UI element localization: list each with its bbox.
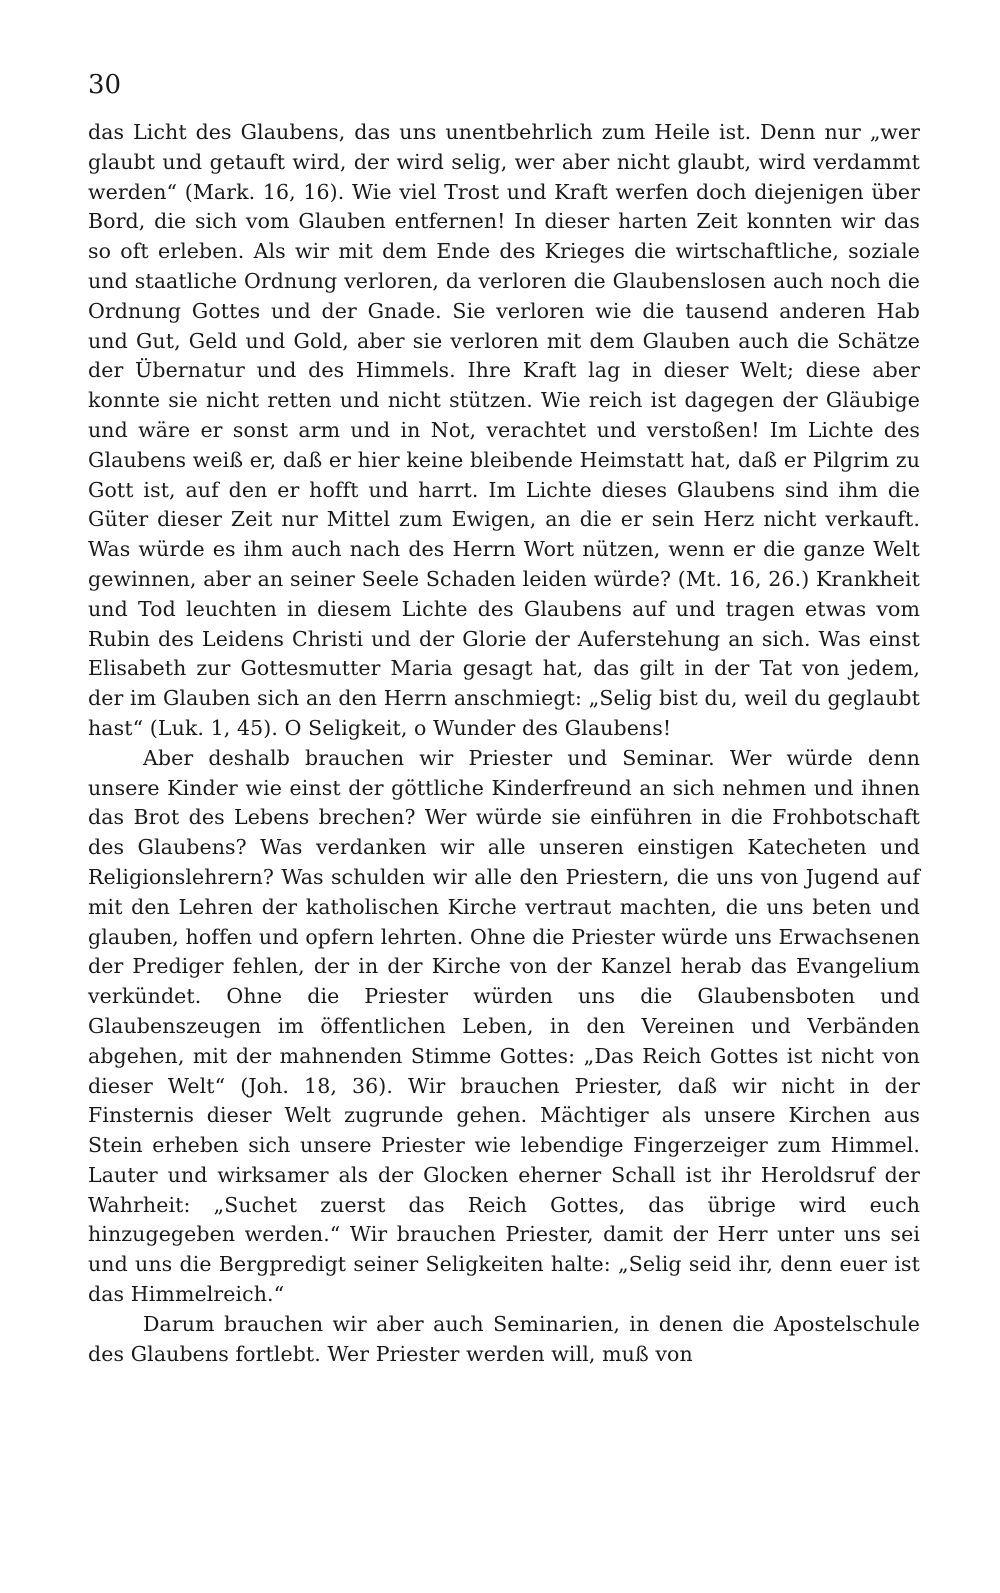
body-text xyxy=(88,118,920,1369)
paragraph-priests-seminary: Aber deshalb brauchen wir Priester und Seminar. Wer würde denn unsere Kinder wie einst der göttliche Kinderfreund an sich nehmen und ihnen das Brot des Lebens brechen? Wer würde sie einführen in die Frohbotschaft des Glaubens? Was verdanken wir alle unseren einstigen Katecheten und Religionslehrern? Was schulden wir alle den Priestern, die uns von Jugend auf mit den Lehren der katholischen Kirche vertraut machten, die uns beten und glauben, hoffen und opfern lehrten. Ohne die Priester würde uns Erwachsenen der Prediger fehlen, der in der Kirche von der Kanzel herab das Evangelium verkündet. Ohne die Priester würden uns die Glaubensboten und Glaubenszeugen im öffentlichen Leben, in den Vereinen und Verbänden abgehen, mit der mahnenden Stimme Gottes: „Das Reich Gottes ist nicht von dieser Welt“ (Joh. 18, 36). Wir brauchen Priester, daß wir nicht in der Finsternis dieser Welt zugrunde gehen. Mächtiger als unsere Kirchen aus Stein erheben sich unsere Priester wie lebendige Fingerzeiger zum Himmel. Lauter und wirksamer als der Glocken eherner Schall ist ihr Heroldsruf der Wahrheit: „Suchet zuerst das Reich Gottes, das übrige wird euch hinzugegeben werden.“ Wir brauchen Priester, damit der Herr unter uns sei und uns die Bergpredigt seiner Seligkeiten halte: „Selig seid ihr, denn euer ist das Himmelreich.“ xyxy=(88,745,920,1307)
paragraph-seminaries: Darum brauchen wir aber auch Seminarien, in denen die Apostelschule des Glaubens fortlebt. Wer Priester werden will, muß von xyxy=(88,1311,920,1366)
page-number: 30 xyxy=(88,70,122,100)
paragraph-faith-light: das Licht des Glaubens, das uns unentbehrlich zum Heile ist. Denn nur „wer glaubt und getauft wird, der wird selig, wer aber nicht glaubt, wird verdammt werden“ (Mark. 16, 16). Wie viel Trost und Kraft werfen doch diejenigen über Bord, die sich vom Glauben entfernen! In dieser harten Zeit konnten wir das so oft erleben. Als wir mit dem Ende des Krieges die wirtschaftliche, soziale und staatliche Ordnung verloren, da verloren die Glaubenslosen auch noch die Ordnung Gottes und der Gnade. Sie verloren wie die tausend anderen Hab und Gut, Geld und Gold, aber sie verloren mit dem Glauben auch die Schätze der Übernatur und des Himmels. Ihre Kraft lag in dieser Welt; diese aber konnte sie nicht retten und nicht stützen. Wie reich ist dagegen der Gläubige und wäre er sonst arm und in Not, verachtet und verstoßen! Im Lichte des Glaubens weiß er, daß er hier keine bleibende Heimstatt hat, daß er Pilgrim zu Gott ist, auf den er hofft und harrt. Im Lichte dieses Glaubens sind ihm die Güter dieser Zeit nur Mittel zum Ewigen, an die er sein Herz nicht verkauft. Was würde es ihm auch nach des Herrn Wort nützen, wenn er die ganze Welt gewinnen, aber an seiner Seele Schaden leiden würde? (Mt. 16, 26.) Krankheit und Tod leuchten in diesem Lichte des Glaubens auf und tragen etwas vom Rubin des Leidens Christi und der Glorie der Auferstehung an sich. Was einst Elisabeth zur Gottesmutter Maria gesagt hat, das gilt in der Tat von jedem, der im Glauben sich an den Herrn anschmiegt: „Selig bist du, weil du geglaubt hast“ (Luk. 1, 45). O Seligkeit, o Wunder des Glaubens! xyxy=(88,120,920,740)
